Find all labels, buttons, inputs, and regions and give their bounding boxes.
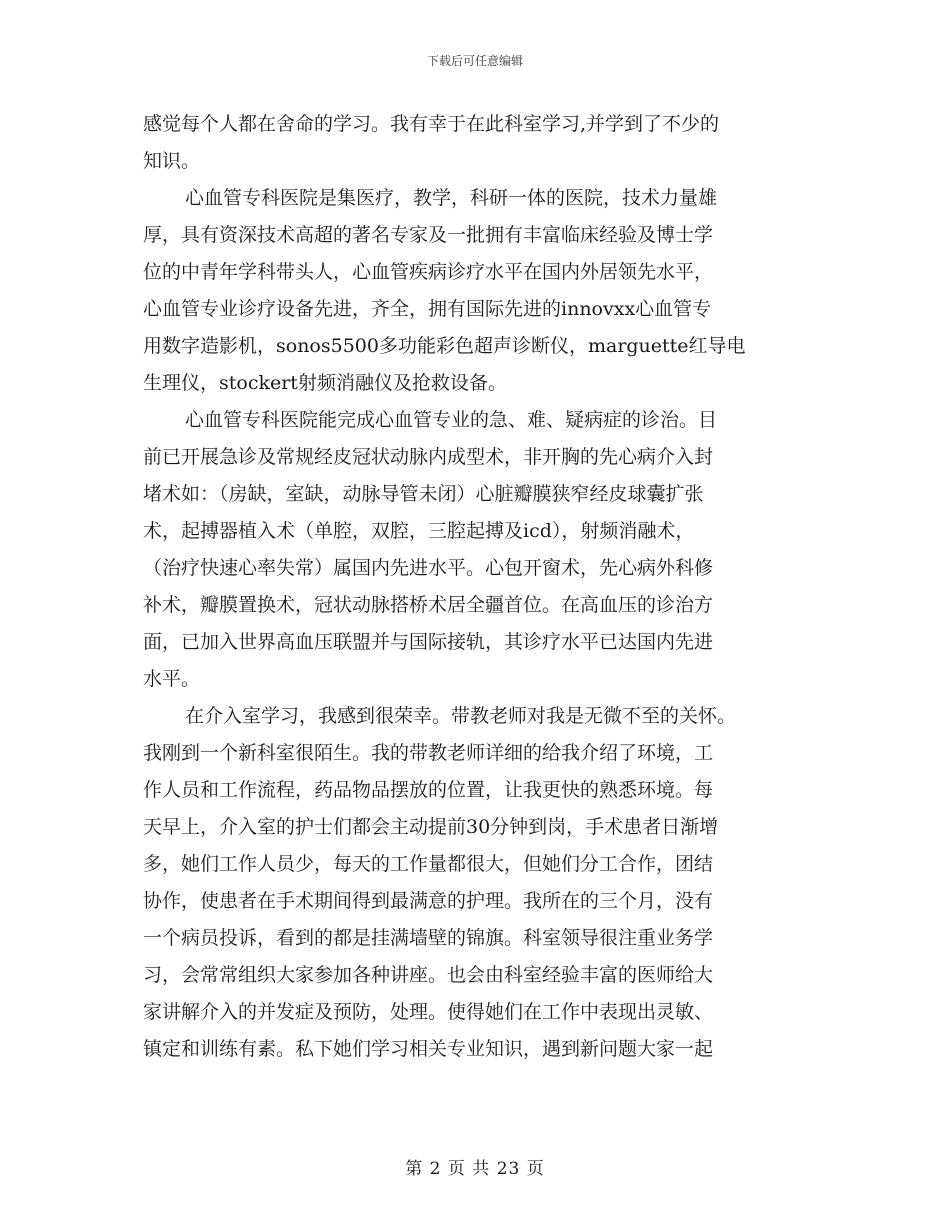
paragraph-start-line: 心血管专科医院能完成心血管专业的急、难、疑病症的诊治。目 — [185, 409, 718, 431]
page-header: 下载后可任意编辑 — [426, 54, 523, 68]
text-line: 心血管专业诊疗设备先进，齐全，拥有国际先进的innovxx心血管专 — [143, 298, 712, 320]
text-line: 多，她们工作人员少，每天的工作量都很大，但她们分工合作，团结 — [143, 853, 714, 875]
text-line: 一个病员投诉，看到的都是挂满墙壁的锦旗。科室领导很注重业务学 — [143, 927, 714, 949]
text-line: 我刚到一个新科室很陌生。我的带教老师详细的给我介绍了环境，工 — [143, 742, 714, 764]
text-line: （治疗快速心率失常）属国内先进水平。心包开窗术，先心病外科修 — [143, 557, 714, 579]
body-text — [143, 106, 808, 1068]
paragraph-start-line: 在介入室学习，我感到很荣幸。带教老师对我是无微不至的关怀。 — [185, 705, 737, 727]
text-line: 前已开展急诊及常规经皮冠状动脉内成型术，非开胸的先心病介入封 — [143, 446, 714, 468]
paragraph-start-line: 心血管专科医院是集医疗，教学，科研一体的医院，技术力量雄 — [185, 187, 718, 209]
text-line: 补术，瓣膜置换术，冠状动脉搭桥术居全疆首位。在高血压的诊治方 — [143, 594, 714, 616]
text-line: 家讲解介入的并发症及预防，处理。使得她们在工作中表现出灵敏、 — [143, 1001, 714, 1023]
text-line: 作人员和工作流程，药品物品摆放的位置，让我更快的熟悉环境。每 — [143, 779, 714, 801]
page-footer: 第 2 页 共 23 页 — [405, 1159, 545, 1179]
text-line: 天早上，介入室的护士们都会主动提前30分钟到岗，手术患者日渐增 — [143, 816, 719, 838]
text-line: 感觉每个人都在舍命的学习。我有幸于在此科室学习,并学到了不少的 — [143, 113, 720, 135]
text-line: 镇定和训练有素。私下她们学习相关专业知识，遇到新问题大家一起 — [143, 1038, 714, 1060]
text-line: 协作，使患者在手术期间得到最满意的护理。我所在的三个月，没有 — [143, 890, 714, 912]
text-line: 厚，具有资深技术高超的著名专家及一批拥有丰富临床经验及博士学 — [143, 224, 714, 246]
text-line: 堵术如：（房缺，室缺，动脉导管未闭）心脏瓣膜狭窄经皮球囊扩张 — [143, 483, 704, 505]
text-line: 面，已加入世界高血压联盟并与国际接轨，其诊疗水平已达国内先进 — [143, 631, 714, 653]
text-line: 水平。 — [143, 668, 201, 690]
text-line: 术，起搏器植入术（单腔，双腔，三腔起搏及icd），射频消融术， — [143, 520, 695, 542]
text-line: 生理仪，stockert射频消融仪及抢救设备。 — [143, 372, 507, 394]
text-line: 位的中青年学科带头人，心血管疾病诊疗水平在国内外居领先水平， — [143, 261, 714, 283]
text-line: 知识。 — [143, 150, 201, 172]
text-line: 用数字造影机，sonos5500多功能彩色超声诊断仪，marguette红导电 — [143, 335, 746, 357]
text-line: 习，会常常组织大家参加各种讲座。也会由科室经验丰富的医师给大 — [143, 964, 714, 986]
